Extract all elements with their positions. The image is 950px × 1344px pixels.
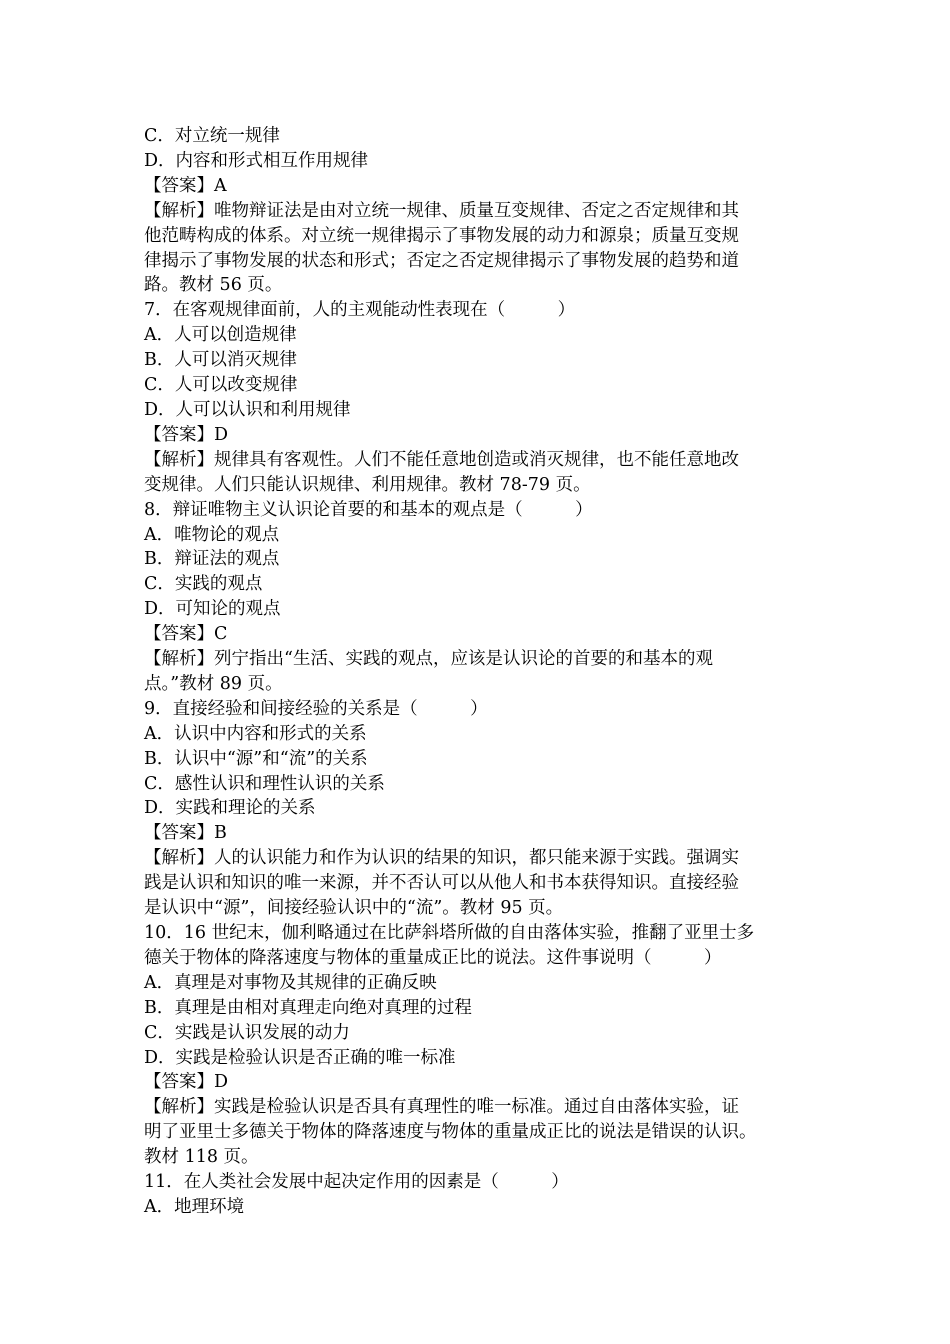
- explanation: 点。”教材 89 页。: [144, 673, 283, 694]
- explanation: 是认识中“源”，间接经验认识中的“流”。教材 95 页。: [144, 898, 564, 919]
- option-a: A．地理环境: [144, 1196, 245, 1217]
- explanation: 【解析】实践是检验认识是否具有真理性的唯一标准。通过自由落体实验，证: [144, 1097, 739, 1118]
- question-7: 7．在客观规律面前，人的主观能动性表现在（ ）: [144, 300, 576, 321]
- option-c: C．实践是认识发展的动力: [144, 1022, 350, 1043]
- option-d: D．实践和理论的关系: [144, 798, 316, 819]
- option-d: D．内容和形式相互作用规律: [144, 150, 369, 171]
- explanation: 他范畴构成的体系。对立统一规律揭示了事物发展的动力和源泉；质量互变规: [144, 225, 739, 246]
- explanation: 明了亚里士多德关于物体的降落速度与物体的重量成正比的说法是错误的认识。: [144, 1122, 757, 1143]
- option-a: A．人可以创造规律: [144, 325, 297, 346]
- explanation: 【解析】规律具有客观性。人们不能任意地创造或消灭规律，也不能任意地改: [144, 449, 739, 470]
- explanation: 教材 118 页。: [144, 1147, 259, 1168]
- explanation: 路。教材 56 页。: [144, 275, 283, 296]
- answer: 【答案】D: [144, 1072, 229, 1093]
- question-11: 11．在人类社会发展中起决定作用的因素是（ ）: [144, 1172, 569, 1193]
- option-b: B．人可以消灭规律: [144, 350, 297, 371]
- question-8: 8．辩证唯物主义认识论首要的和基本的观点是（ ）: [144, 499, 593, 520]
- option-b: B．认识中“源”和“流”的关系: [144, 748, 368, 769]
- explanation: 【解析】列宁指出“生活、实践的观点，应该是认识论的首要的和基本的观: [144, 649, 713, 670]
- explanation: 【解析】唯物辩证法是由对立统一规律、质量互变规律、否定之否定规律和其: [144, 200, 739, 221]
- answer: 【答案】B: [144, 823, 227, 844]
- option-d: D．可知论的观点: [144, 599, 281, 620]
- question-10: 10．16 世纪末，伽利略通过在比萨斜塔所做的自由落体实验，推翻了亚里士多: [144, 923, 755, 943]
- option-c: C．感性认识和理性认识的关系: [144, 773, 385, 794]
- option-c: C．人可以改变规律: [144, 375, 298, 396]
- option-a: A．认识中内容和形式的关系: [144, 723, 367, 744]
- answer: 【答案】C: [144, 624, 228, 645]
- option-c: C．实践的观点: [144, 574, 263, 595]
- option-a: A．唯物论的观点: [144, 524, 280, 545]
- explanation: 律揭示了事物发展的状态和形式；否定之否定规律揭示了事物发展的趋势和道: [144, 250, 739, 271]
- document-page: [144, 124, 814, 1220]
- option-b: B．辩证法的观点: [144, 549, 280, 570]
- explanation: 践是认识和知识的唯一来源，并不否认可以从他人和书本获得知识。直接经验: [144, 873, 739, 894]
- answer: 【答案】D: [144, 424, 229, 445]
- option-b: B．真理是由相对真理走向绝对真理的过程: [144, 997, 472, 1018]
- option-d: D．人可以认识和利用规律: [144, 399, 351, 420]
- answer: 【答案】A: [144, 175, 227, 196]
- explanation: 【解析】人的认识能力和作为认识的结果的知识，都只能来源于实践。强调实: [144, 848, 739, 869]
- option-d: D．实践是检验认识是否正确的唯一标准: [144, 1047, 456, 1068]
- question-10: 德关于物体的降落速度与物体的重量成正比的说法。这件事说明（ ）: [144, 947, 722, 968]
- option-c: C．对立统一规律: [144, 126, 280, 146]
- option-a: A．真理是对事物及其规律的正确反映: [144, 972, 437, 993]
- explanation: 变规律。人们只能认识规律、利用规律。教材 78-79 页。: [144, 474, 591, 495]
- question-9: 9．直接经验和间接经验的关系是（ ）: [144, 698, 488, 719]
